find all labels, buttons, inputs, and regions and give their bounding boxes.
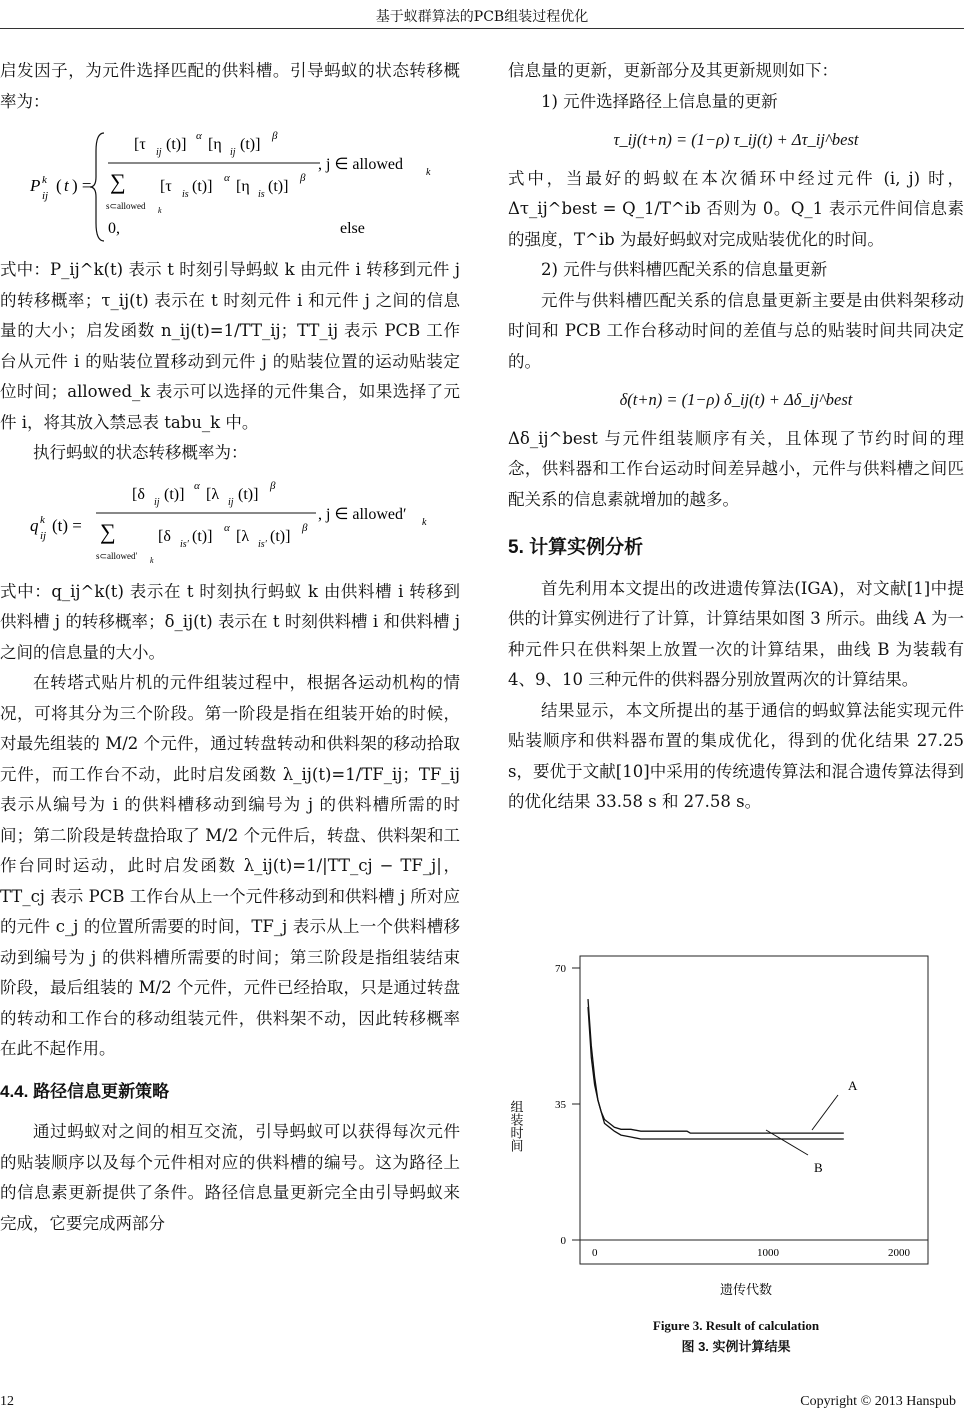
svg-text:k: k <box>42 174 47 186</box>
y-tick-label: 70 <box>555 963 566 975</box>
section-heading-5: 5. 计算实例分析 <box>508 537 644 558</box>
svg-text:[η: [η <box>208 136 222 153</box>
figure-caption-en: Figure 3. Result of calculation <box>652 1318 820 1333</box>
figure-3 <box>508 950 964 1310</box>
svg-text:[δ: [δ <box>132 485 145 503</box>
left-paragraph-3: 执行蚂蚁的状态转移概率为： <box>33 443 248 462</box>
x-tick-label: 0 <box>592 1247 598 1259</box>
svg-text:∑: ∑ <box>100 518 116 544</box>
svg-text:(t)]: (t)] <box>270 527 291 545</box>
equation-1 <box>0 121 460 249</box>
equation-4: δ(t+n) = (1−ρ) δ_ij(t) + Δδ_ij^best <box>619 390 853 409</box>
right-column <box>508 56 964 818</box>
equation-1-figure <box>0 121 460 249</box>
svg-text:) =: ) = <box>72 176 92 195</box>
right-paragraph-8: 结果显示，本文所提出的基于通信的蚂蚁算法能实现元件贴装顺序和供料器布置的集成优化，得到的优化结果 27.25 s，要优于文献[10]中采用的传统遗传算法和混合遗传算法得到的优化结果 33.58 s 和 27.58 s。 <box>508 700 964 811</box>
svg-text:β: β <box>302 521 308 534</box>
chart-xlabel: 遗传代数 <box>719 1282 773 1297</box>
svg-text:k: k <box>422 516 427 528</box>
x-tick-label: 1000 <box>757 1247 779 1259</box>
svg-text:(t)]: (t)] <box>164 485 185 503</box>
svg-text:(t)]: (t)] <box>240 136 261 153</box>
chart-ylabel: 组装时间 <box>508 1100 524 1152</box>
series-line-A <box>588 999 844 1139</box>
svg-text:β: β <box>272 130 278 142</box>
svg-text:ij: ij <box>156 147 162 158</box>
left-column <box>0 56 460 1239</box>
svg-text:ij: ij <box>40 529 47 542</box>
svg-text:α: α <box>224 521 230 534</box>
page-number: 12 <box>0 1394 14 1409</box>
running-header: 基于蚁群算法的PCB组装过程优化 <box>375 9 589 25</box>
svg-text:, j ∈ allowed′: , j ∈ allowed′ <box>318 505 407 523</box>
svg-text:α: α <box>194 479 200 492</box>
equation-3: τ_ij(t+n) = (1−ρ) τ_ij(t) + Δτ_ij^best <box>613 130 859 149</box>
svg-text:(t)]: (t)] <box>192 178 213 195</box>
svg-text:is′: is′ <box>180 538 189 550</box>
svg-text:q: q <box>30 515 39 535</box>
label-A-leader <box>812 1095 838 1130</box>
svg-text:is′: is′ <box>258 538 267 550</box>
svg-text:(t) =: (t) = <box>52 515 82 535</box>
svg-text:(t)]: (t)] <box>166 136 187 153</box>
y-tick-label: 0 <box>560 1235 566 1247</box>
svg-text:ij: ij <box>154 496 160 508</box>
header-rule <box>0 28 964 29</box>
right-paragraph-3: 式中，当最好的蚂蚁在本次循环中经过元件 (i, j) 时，Δτ_ij^best = Q_1/T^ib 否则为 0。Q_1 表示元件间信息素的强度，T^ib 为最好蚂蚁对完成贴装优化的时间。 <box>508 168 964 249</box>
left-paragraph-1: 启发因子，为元件选择匹配的供料槽。引导蚂蚁的状态转移概率为： <box>0 61 460 111</box>
svg-text:[δ: [δ <box>158 527 171 545</box>
right-paragraph-5: 元件与供料槽匹配关系的信息量更新主要是由供料架移动时间和 PCB 工作台移动时间的差值与总的贴装时间共同决定的。 <box>508 290 964 371</box>
svg-text:∑: ∑ <box>110 169 126 194</box>
series-line-B <box>588 1007 844 1133</box>
svg-text:[λ: [λ <box>206 485 220 503</box>
svg-text:β: β <box>270 479 276 492</box>
left-paragraph-5: 在转塔式贴片机的元件组装过程中，根据各运动机构的情况，可将其分为三个阶段。第一阶段是指在组装开始的时候，对最先组装的 M/2 个元件，通过转盘转动和供料架的移动拾取元件，而工作台不动，此时启发函数 λ_ij(t)=1/TF_ij；TF_ij 表示从编号为 i 的供料槽移动到编号为 j 的供料槽所需的时间；第二阶段是转盘拾取了 M/2 个元件后，转盘、供料架和工作台同时运动，此时启发函数 λ_ij(t)=1/|TT_cj − TF_j|，TT_cj 表示 PCB 工作台从上一个元件移动到和供料槽 j 所对应的元件 c_j 的位置所需要的时间，TF_j 表示从上一个供料槽移动到编号为 j 的供料槽所需要的时间；第三阶段是指组装结束阶段，最后组装的 M/2 个元件，元件已经拾取，只是通过转盘的转动和工作台的移动组装元件，供料架不动，因此转移概率在此不起作用。 <box>0 673 460 1058</box>
right-paragraph-2: 1) 元件选择路径上信息量的更新 <box>541 91 778 111</box>
svg-text:k: k <box>150 555 154 565</box>
svg-text:k: k <box>40 513 45 526</box>
right-paragraph-7: 首先利用本文提出的改进遗传算法(IGA)，对文献[1]中提供的计算实例进行了计算，计算结果如图 3 所示。曲线 A 为一种元件只在供料架上放置一次的计算结果，曲线 B 为装载有 4、9、10 三种元件的供料器分别放置两次的计算结果。 <box>508 578 964 689</box>
svg-text:s⊂allowed′: s⊂allowed′ <box>96 550 138 561</box>
left-paragraph-2: 式中：P_ij^k(t) 表示 t 时刻引导蚂蚁 k 由元件 i 转移到元件 j 的转移概率；τ_ij(t) 表示在 t 时刻元件 i 和元件 j 之间的信息量的大小；启发函数 n_ij(t)=1/TT_ij；TT_ij 表示 PCB 工作台从元件 i 的贴装位置移动到元件 j 的贴装位置的运动贴装定位时间；allowed_k 表示可以选择的元件集合，如果选择了元件 i，将其放入禁忌表 tabu_k 中。 <box>0 260 460 432</box>
svg-text:is: is <box>182 189 189 200</box>
svg-text:s⊂allowed: s⊂allowed <box>106 201 146 211</box>
figure-3-chart <box>508 950 964 1310</box>
svg-text:[λ: [λ <box>236 527 250 545</box>
copyright: Copyright © 2013 Hanspub <box>800 1394 956 1409</box>
svg-text:is: is <box>258 189 265 200</box>
svg-text:k: k <box>426 167 431 178</box>
svg-text:t: t <box>64 176 69 195</box>
left-paragraph-4: 式中：q_ij^k(t) 表示在 t 时刻执行蚂蚁 k 由供料槽 i 转移到供料槽 j 的转移概率；δ_ij(t) 表示在 t 时刻供料槽 i 和供料槽 j 之间的信息量的大小。 <box>0 581 460 662</box>
svg-text:[τ: [τ <box>134 136 146 153</box>
svg-text:ij: ij <box>230 147 236 158</box>
eq1-else: else <box>340 220 365 237</box>
svg-text:ij: ij <box>42 190 49 202</box>
svg-text:(t)]: (t)] <box>238 485 259 503</box>
equation-2 <box>0 473 460 573</box>
svg-text:ij: ij <box>228 496 234 508</box>
svg-text:β: β <box>300 172 306 184</box>
svg-text:P: P <box>30 176 41 195</box>
svg-text:[τ: [τ <box>160 178 172 195</box>
right-paragraph-6: Δδ_ij^best 与元件组装顺序有关，且体现了节约时间的理念，供料器和工作台运动时间差异越小，元件与供料槽之间匹配关系的信息素就增加的越多。 <box>508 428 964 509</box>
svg-text:k: k <box>158 206 162 215</box>
section-heading-4-4: 4.4. 路径信息更新策略 <box>0 1081 170 1101</box>
right-paragraph-4: 2) 元件与供料槽匹配关系的信息量更新 <box>541 260 828 279</box>
chart-frame <box>580 956 928 1264</box>
y-tick-label: 35 <box>555 1099 566 1111</box>
svg-text:(t)]: (t)] <box>192 527 213 545</box>
eq1-zero: 0, <box>108 220 120 237</box>
label-A: A <box>848 1078 858 1093</box>
svg-text:(: ( <box>56 176 62 195</box>
left-paragraph-6: 通过蚂蚁对之间的相互交流，引导蚂蚁可以获得每次元件的贴装顺序以及每个元件相对应的供料槽的编号。这为路径上的信息素更新提供了条件。路径信息量更新完全由引导蚂蚁来完成，它要完成两部分 <box>0 1122 460 1233</box>
svg-text:α: α <box>196 130 202 142</box>
right-paragraph-1: 信息量的更新，更新部分及其更新规则如下： <box>508 61 838 80</box>
label-B: B <box>814 1160 823 1175</box>
figure-caption-zh: 图 3. 实例计算结果 <box>681 1339 791 1354</box>
x-tick-label: 2000 <box>888 1247 910 1259</box>
equation-2-figure <box>0 473 460 573</box>
svg-text:(t)]: (t)] <box>268 178 289 195</box>
eq1-condition: , j ∈ allowed <box>318 156 404 173</box>
svg-text:[η: [η <box>236 178 250 195</box>
svg-text:α: α <box>224 172 230 184</box>
